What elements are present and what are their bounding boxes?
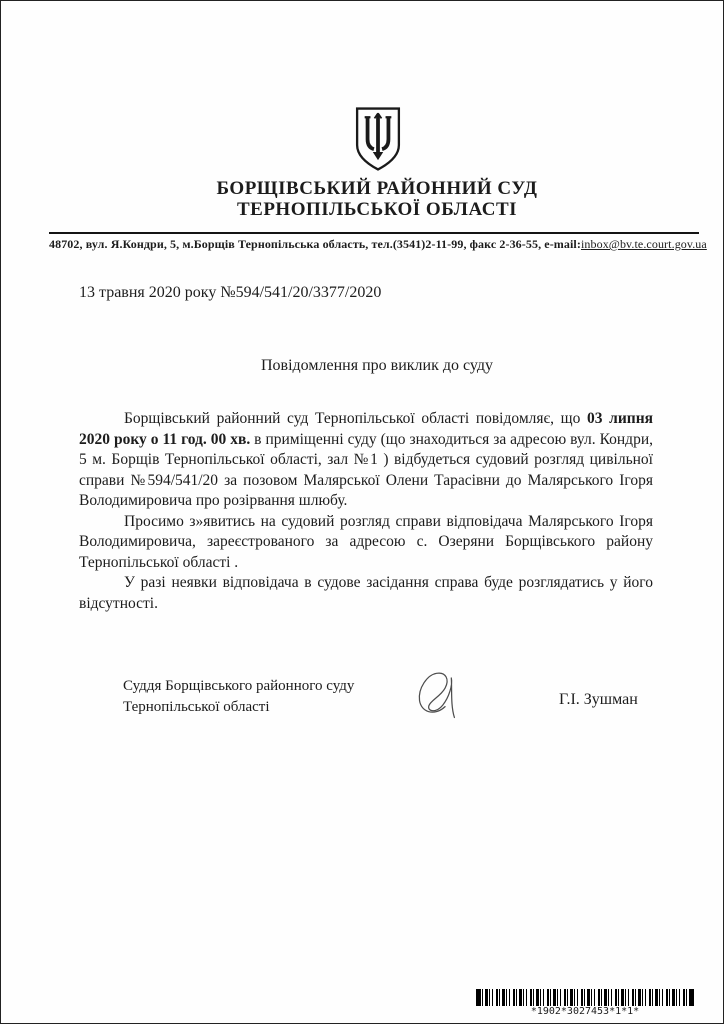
court-email: inbox@bv.te.court.gov.ua xyxy=(580,237,707,251)
paragraph-2: Просимо з»явитись на судовий розгляд справи відповідача Малярського Ігоря Володимировича, зареєстрованого за адресою с. Озеряни Борщівського району Тернопільської області . xyxy=(79,512,653,571)
paragraph-1 xyxy=(79,409,653,512)
document-title: Повідомлення про виклик до суду xyxy=(260,357,494,374)
trident-icon xyxy=(349,105,407,173)
ukraine-trident-emblem xyxy=(349,105,407,173)
court-address-text: 48702, вул. Я.Кондри, 5, м.Борщів Тернопільська область, тел.(3541)2-11-99, факс 2-36-55, e-mail: xyxy=(49,237,581,251)
judge-title xyxy=(123,676,354,718)
judge-signature xyxy=(411,661,473,729)
barcode-bars-icon xyxy=(476,989,694,1006)
court-name-line1: БОРЩІВСЬКИЙ РАЙОННИЙ СУД xyxy=(216,178,538,199)
barcode xyxy=(476,989,694,1017)
barcode-text: *1902*3027453*1*1* xyxy=(530,1006,640,1017)
judge-title-line1: Суддя Борщівського районного суду xyxy=(123,678,355,694)
header-divider xyxy=(49,232,699,234)
hearing-date-bold: 03 липня 2020 року о 11 год. 00 хв. xyxy=(79,410,654,448)
court-name xyxy=(47,178,707,220)
paragraph-1-continuation: в приміщенні суду (що знаходиться за адресою вул. Кондри, 5 м. Борщів Тернопільської області, зал №1 ) відбудеться судовий розгляд цивільної справи №594/541/20 за позовом Малярської Олени Тарасівни до Малярського Ігоря Володимировича про розірвання шлюбу. xyxy=(79,430,653,509)
paragraph-1-text: Борщівський районний суд Тернопільської області повідомляє, що xyxy=(124,410,587,427)
judge-name: Г.І. Зушман xyxy=(559,691,638,708)
judge-title-line2: Тернопільської області xyxy=(123,699,270,715)
court-name-line2: ТЕРНОПІЛЬСЬКОЇ ОБЛАСТІ xyxy=(236,199,518,220)
court-address-line xyxy=(49,237,707,252)
signature-icon xyxy=(411,661,473,729)
paragraph-3: У разі неявки відповідача в судове засідання справа буде розглядатись у його відсутності. xyxy=(79,574,653,612)
document-body xyxy=(79,409,653,614)
date-and-case-number: 13 травня 2020 року №594/541/20/3377/2020 xyxy=(79,284,382,301)
